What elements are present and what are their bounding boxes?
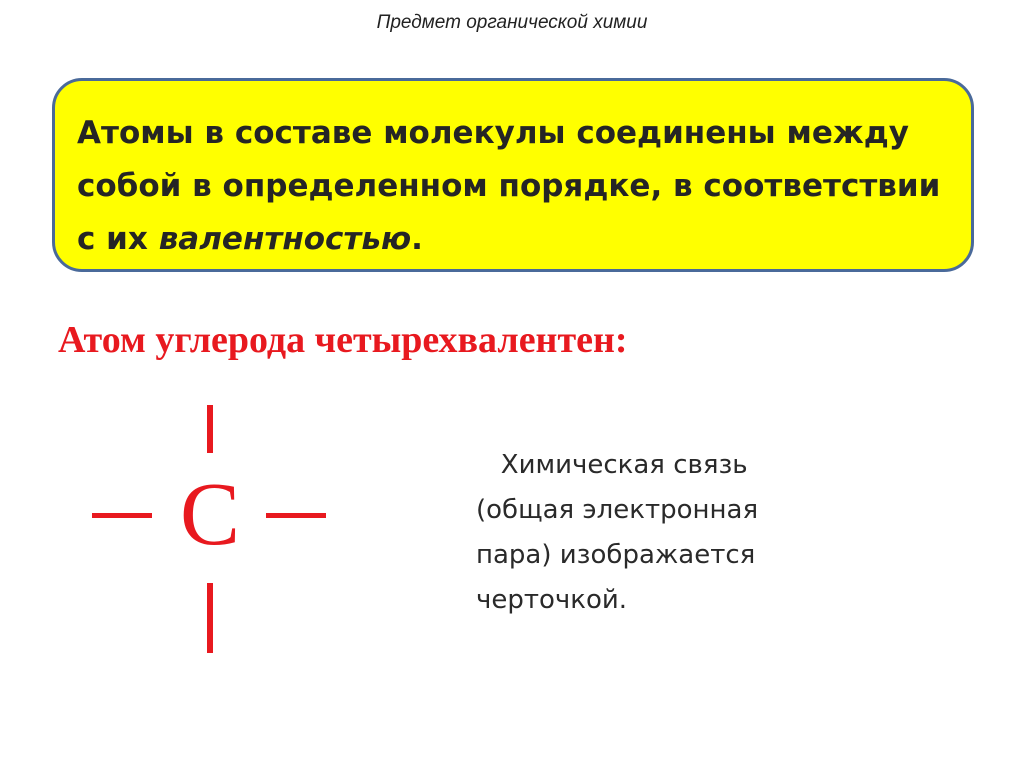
statement-text [77, 107, 953, 266]
bond-left [92, 513, 152, 518]
carbon-symbol: С [179, 465, 241, 564]
statement-box [52, 78, 974, 272]
carbon-valence-diagram [80, 400, 340, 660]
statement-period: . [411, 221, 423, 257]
bond-right [266, 513, 326, 518]
valence-term: валентностью [158, 221, 412, 257]
statement-text-main: Атомы в составе молекулы соединены между собой в определенном порядке, в соответствии с их [77, 115, 941, 257]
carbon-heading: Атом углерода четырехвалентен: [58, 319, 628, 361]
bond-bottom [207, 583, 213, 653]
slide-header: Предмет органической химии [376, 12, 648, 33]
bond-explanation: Химическая связь (общая электронная пара) изображается черточкой. [476, 450, 767, 615]
bond-top [207, 405, 213, 453]
